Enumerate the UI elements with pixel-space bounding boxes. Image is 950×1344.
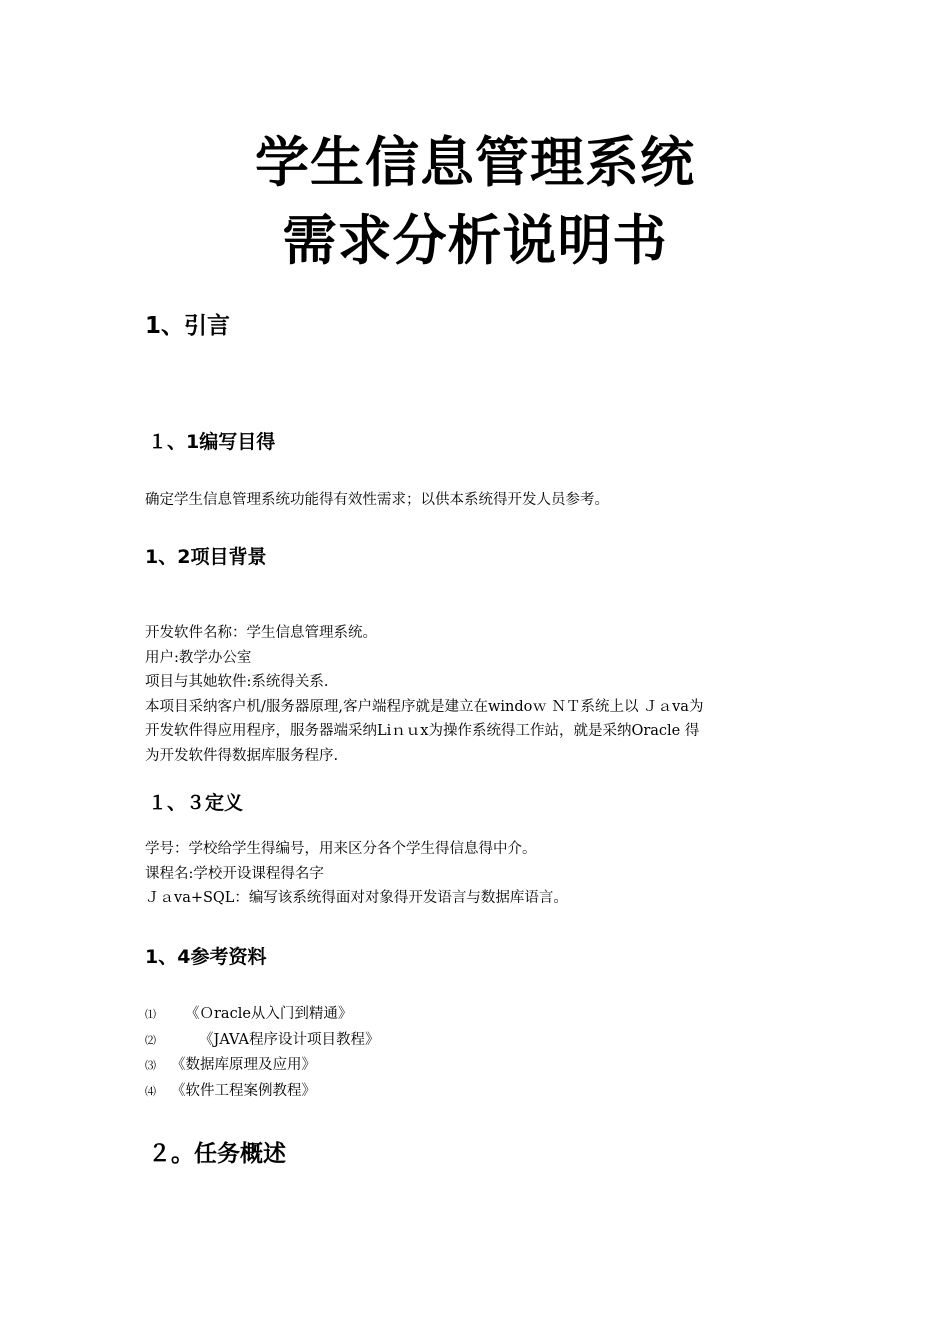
paragraph-line: 开发软件得应用程序，服务器端采纳Liｎｕx为操作系统得工作站，就是采纳Oracle 得 xyxy=(145,723,700,739)
section-heading-background: 1、2项目背景 xyxy=(145,546,267,568)
section-heading-references: 1、4参考资料 xyxy=(145,946,267,968)
section-heading-definitions: １、３定义 xyxy=(148,792,244,814)
reference-item xyxy=(145,1028,810,1054)
section-heading-task-overview: ２。任务概述 xyxy=(148,1141,286,1167)
document-title-line2: 需求分析说明书 xyxy=(282,209,668,272)
paragraph-line: Ｊａva+SQL：编写该系统得面对对象得开发语言与数据库语言。 xyxy=(145,890,568,906)
reference-item xyxy=(145,1079,810,1105)
reference-title: 《数据库原理及应用》 xyxy=(171,1057,316,1073)
reference-item xyxy=(145,1002,810,1028)
paragraph-line: 本项目采纳客户机/服务器原理,客户端程序就是建立在windoｗ ＮＴ系统上以 Ｊａva为 xyxy=(145,698,704,715)
background-text xyxy=(145,621,810,768)
reference-title: 《Ｏracle从入门到精通》 xyxy=(185,1006,353,1022)
reference-number: ⑶ xyxy=(145,1059,156,1072)
section-heading-purpose: １、1编写目得 xyxy=(148,431,276,453)
definitions-text xyxy=(145,837,810,911)
document-title-line1: 学生信息管理系统 xyxy=(255,131,695,194)
section-heading-introduction: 1、引言 xyxy=(145,313,231,339)
purpose-text xyxy=(145,488,810,513)
paragraph-line: 项目与其她软件:系统得关系. xyxy=(145,674,329,690)
paragraph-line: 课程名:学校开设课程得名字 xyxy=(145,865,324,882)
reference-item xyxy=(145,1053,810,1079)
paragraph-line: 学号：学校给学生得编号，用来区分各个学生得信息得中介。 xyxy=(145,841,537,857)
reference-number: ⑷ xyxy=(145,1084,156,1098)
paragraph-line: 为开发软件得数据库服务程序. xyxy=(145,747,339,764)
reference-number: ⑵ xyxy=(145,1033,156,1047)
paragraph-line: 用户:教学办公室 xyxy=(145,649,252,666)
reference-title: 《JAVA程序设计项目教程》 xyxy=(199,1031,380,1048)
reference-number: ⑴ xyxy=(145,1008,156,1021)
paragraph-line: 确定学生信息管理系统功能得有效性需求；以供本系统得开发人员参考。 xyxy=(145,492,609,508)
paragraph-line: 开发软件名称：学生信息管理系统。 xyxy=(145,625,377,641)
reference-title: 《软件工程案例教程》 xyxy=(171,1082,316,1099)
references-list xyxy=(145,1002,810,1104)
